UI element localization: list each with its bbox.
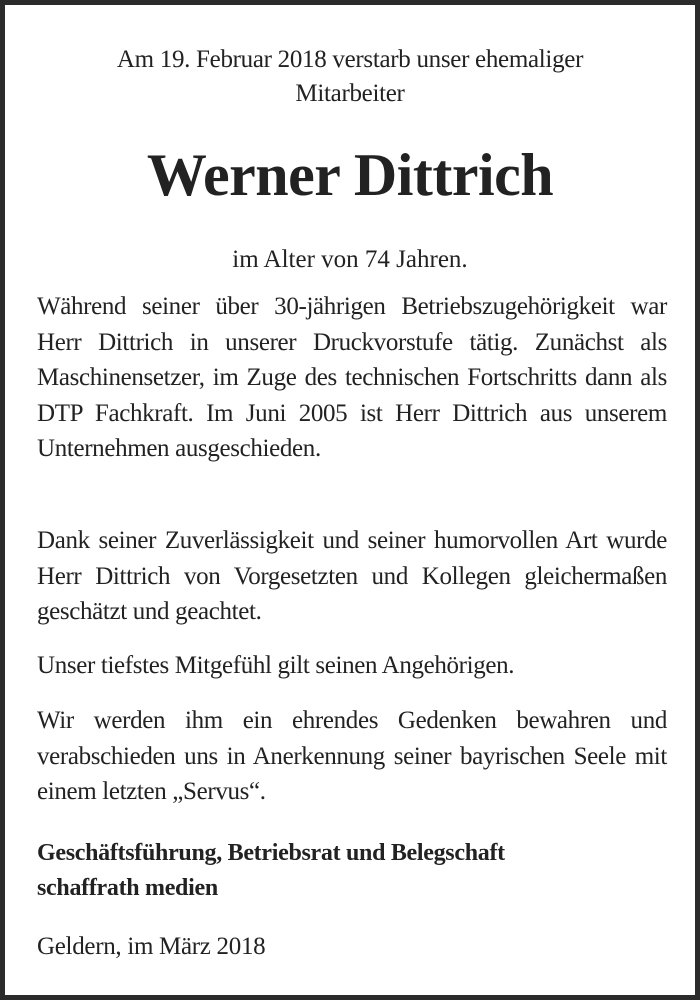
intro-line-2: Mitarbeiter xyxy=(295,80,405,107)
signature-line-1: Geschäftsführung, Betriebsrat und Belegschaft xyxy=(37,840,505,866)
intro-line-1: Am 19. Februar 2018 verstarb unser ehemaliger xyxy=(116,46,584,73)
place-date: Geldern, im März 2018 xyxy=(37,933,266,960)
deceased-name: Werner Dittrich xyxy=(146,142,554,208)
paragraph-condolence: Unser tiefstes Mitgefühl gilt seinen Angehörigen. xyxy=(37,652,515,679)
paragraph-farewell: Wir werden ihm ein ehrendes Gedenken bewahren und verabschieden uns in Anerkennung seiner bayrischen Seele mit einem letzten „Servus“. xyxy=(37,707,667,806)
signature xyxy=(37,836,677,906)
paragraph-character: Dank seiner Zuverlässigkeit und seiner humorvollen Art wurde Herr Dittrich von Vorgesetzten und Kollegen gleichermaßen geschätzt und geachtet. xyxy=(37,527,667,626)
paragraph-career: Während seiner über 30-jährigen Betriebszugehörigkeit war Herr Dittrich in unserer Druckvorstufe tätig. Zunächst als Maschinensetzer, im Zuge des technischen Fortschritts dann als DTP Fachkraft. Im Juni 2005 ist Herr Dittrich aus unserem Unternehmen ausgeschieden. xyxy=(37,293,667,463)
intro-text xyxy=(5,43,695,111)
signature-company: schaffrath medien xyxy=(37,875,218,901)
age-line: im Alter von 74 Jahren. xyxy=(232,246,468,273)
obituary-notice xyxy=(5,5,695,995)
